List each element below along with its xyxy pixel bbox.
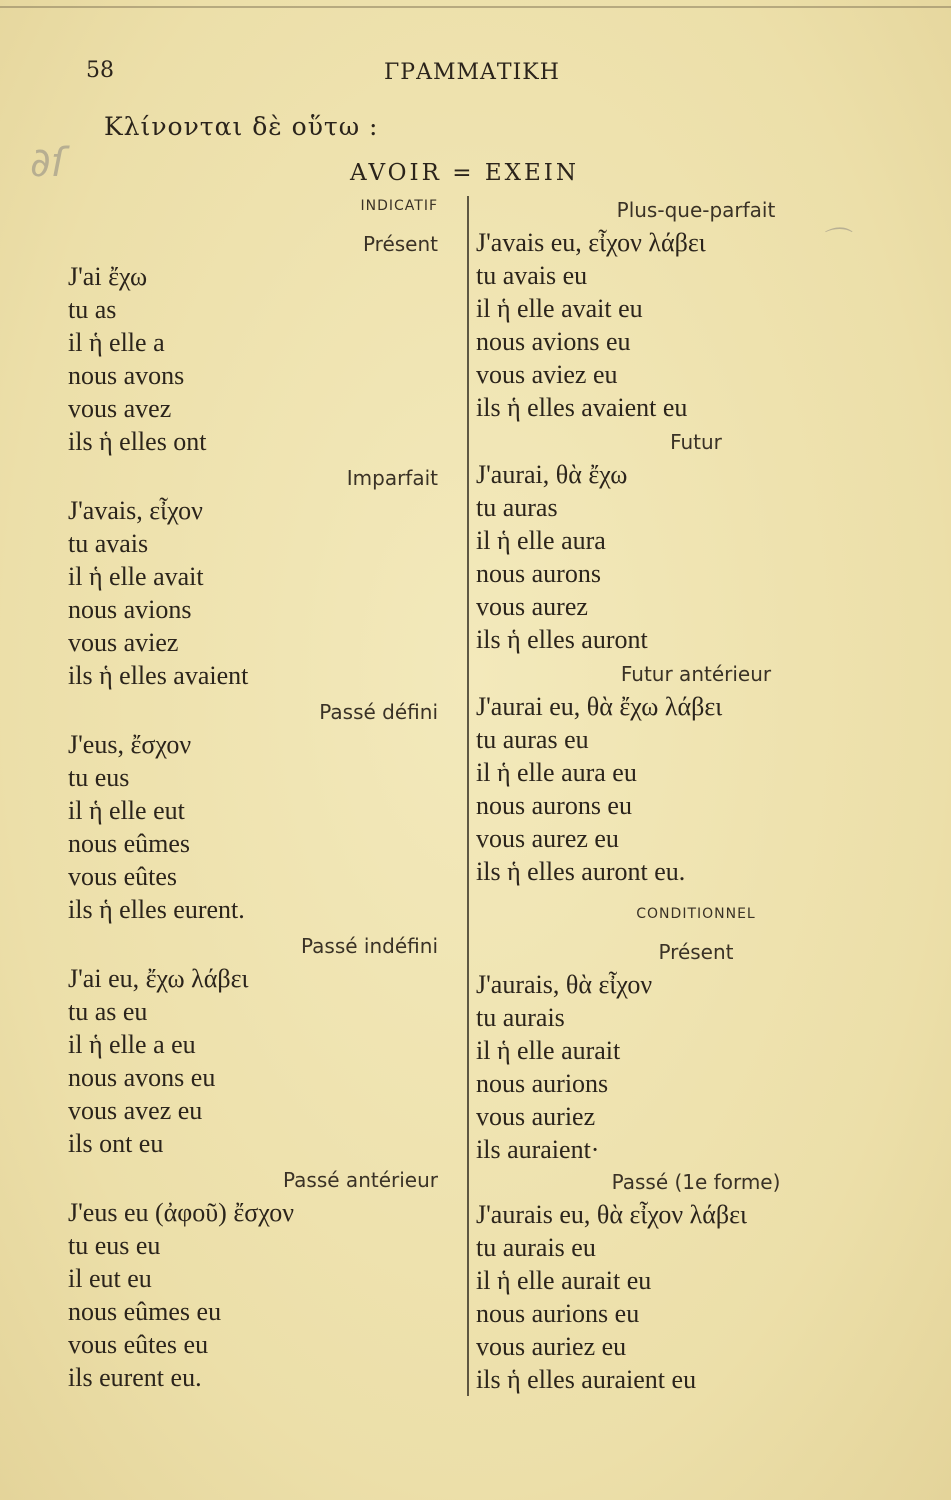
conjugation-line: tu aurais eu (476, 1233, 596, 1262)
conjugation-line: J'aurai, θὰ ἔχω (476, 460, 628, 489)
conjugation-line: il ἡ elle eut (68, 796, 185, 825)
conjugation-line: ils ἡ elles eurent. (68, 895, 245, 924)
section-heading: Futur antérieur (620, 662, 772, 686)
conjugation-line: ils auraient· (476, 1135, 600, 1164)
conjugation-line: tu as eu (68, 997, 148, 1026)
section-futur (476, 426, 916, 656)
conjugation-line: il ἡ elle a eu (68, 1030, 196, 1059)
section-conditionnel-present (476, 936, 916, 1166)
conjugation-line: tu auras (476, 493, 558, 522)
conjugation-line: tu avais eu (476, 261, 588, 290)
conjugation-line: J'aurais, θὰ εἶχον (476, 970, 653, 999)
conjugation-line: vous aurez eu (476, 824, 619, 853)
conjugation-line: nous eûmes eu (68, 1297, 222, 1326)
conjugation-line: nous avons (68, 361, 185, 390)
conjugation-line: J'aurai eu, θὰ ἔχω λάβει (476, 692, 723, 721)
section-heading: CONDITIONNEL (636, 906, 756, 922)
conjugation-line: nous avions (68, 595, 192, 624)
conjugation-line: vous eûtes (68, 862, 178, 891)
section-futur-anterieur (476, 658, 916, 888)
conjugation-line: J'avais, εἶχον (68, 496, 203, 525)
section-heading: INDICATIF (360, 198, 438, 214)
section-conditionnel (476, 898, 916, 930)
section-heading: Présent (658, 940, 734, 964)
conjugation-line: J'eus eu (ἀφοῦ) ἔσχον (68, 1198, 294, 1227)
section-heading: Présent (362, 232, 438, 256)
conjugation-line: il ἡ elle aurait (476, 1036, 621, 1065)
page-top-edge (0, 6, 951, 8)
conjugation-line: nous aurions eu (476, 1299, 640, 1328)
conjugation-line: tu auras eu (476, 725, 589, 754)
conjugation-line: il ἡ elle avait (68, 562, 204, 591)
section-heading: Imparfait (346, 466, 438, 490)
conjugation-line: J'ai eu, ἔχω λάβει (68, 964, 249, 993)
conjugation-line: tu avais (68, 529, 149, 558)
conjugation-line: il ἡ elle aurait eu (476, 1266, 652, 1295)
conjugation-line: ils ἡ elles ont (68, 427, 207, 456)
page-number: 58 (86, 58, 114, 83)
section-heading: Passé (1e forme) (611, 1170, 781, 1194)
section-passe-indefini (68, 930, 458, 1160)
section-heading: Futur (670, 430, 722, 454)
conjugation-line: il ἡ elle avait eu (476, 294, 643, 323)
conjugation-line: ils eurent eu. (68, 1363, 202, 1392)
conjugation-line: vous auriez (476, 1102, 596, 1131)
conjugation-line: vous avez eu (68, 1096, 203, 1125)
conjugation-line: tu as (68, 295, 117, 324)
conjugation-line: vous auriez eu (476, 1332, 627, 1361)
column-divider (467, 196, 469, 1396)
pencil-mark-icon: ⌒ (820, 225, 849, 258)
conjugation-line: vous aviez (68, 628, 179, 657)
pencil-mark-icon: ∂ſ (30, 140, 65, 186)
conjugation-line: J'aurais eu, θὰ εἶχον λάβει (476, 1200, 748, 1229)
conjugation-line: vous aviez eu (476, 360, 618, 389)
conjugation-line: tu eus (68, 763, 130, 792)
section-heading: Passé antérieur (283, 1168, 438, 1192)
verb-title: AVOIR = ΕΧΕΙΝ (350, 160, 579, 186)
conjugation-line: il ἡ elle aura eu (476, 758, 637, 787)
conjugation-line: il ἡ elle a (68, 328, 165, 357)
section-passe-anterieur (68, 1164, 458, 1394)
section-conditionnel-passe (476, 1166, 916, 1396)
conjugation-line: nous eûmes (68, 829, 191, 858)
section-imparfait (68, 462, 458, 692)
conjugation-line: ils ἡ elles auront eu. (476, 857, 686, 886)
conjugation-line: nous aurons (476, 559, 601, 588)
conjugation-line: tu eus eu (68, 1231, 161, 1260)
conjugation-line: ils ἡ elles auront (476, 625, 648, 654)
conjugation-line: il ἡ elle aura (476, 526, 606, 555)
conjugation-line: ils ἡ elles avaient eu (476, 393, 688, 422)
conjugation-line: nous aurions (476, 1069, 609, 1098)
conjugation-line: nous avions eu (476, 327, 631, 356)
conjugation-line: il eut eu (68, 1264, 152, 1293)
conjugation-line: ils ἡ elles avaient (68, 661, 249, 690)
conjugation-line: J'eus, ἔσχον (68, 730, 192, 759)
conjugation-line: vous aurez (476, 592, 588, 621)
conjugation-line: ils ont eu (68, 1129, 164, 1158)
conjugation-line: nous aurons eu (476, 791, 632, 820)
section-heading: Passé indéfini (301, 934, 438, 958)
section-present (68, 228, 458, 458)
conjugation-line: nous avons eu (68, 1063, 216, 1092)
section-heading: Plus-que-parfait (616, 198, 776, 222)
section-passe-defini (68, 696, 458, 926)
conjugation-line: J'avais eu, εἶχον λάβει (476, 228, 706, 257)
running-head: ΓΡΑΜΜΑΤΙΚΗ (384, 60, 560, 85)
conjugation-line: ils ἡ elles auraient eu (476, 1365, 697, 1394)
section-indicatif (68, 190, 458, 222)
conjugation-line: tu aurais (476, 1003, 565, 1032)
section-plus-que-parfait (476, 194, 916, 424)
conjugation-line: J'ai ἔχω (68, 262, 148, 291)
conjugation-line: vous eûtes eu (68, 1330, 209, 1359)
section-heading: Passé défini (319, 700, 438, 724)
conjugation-line: vous avez (68, 394, 172, 423)
intro-line: Κλίνονται δὲ οὕτω : (104, 112, 379, 141)
